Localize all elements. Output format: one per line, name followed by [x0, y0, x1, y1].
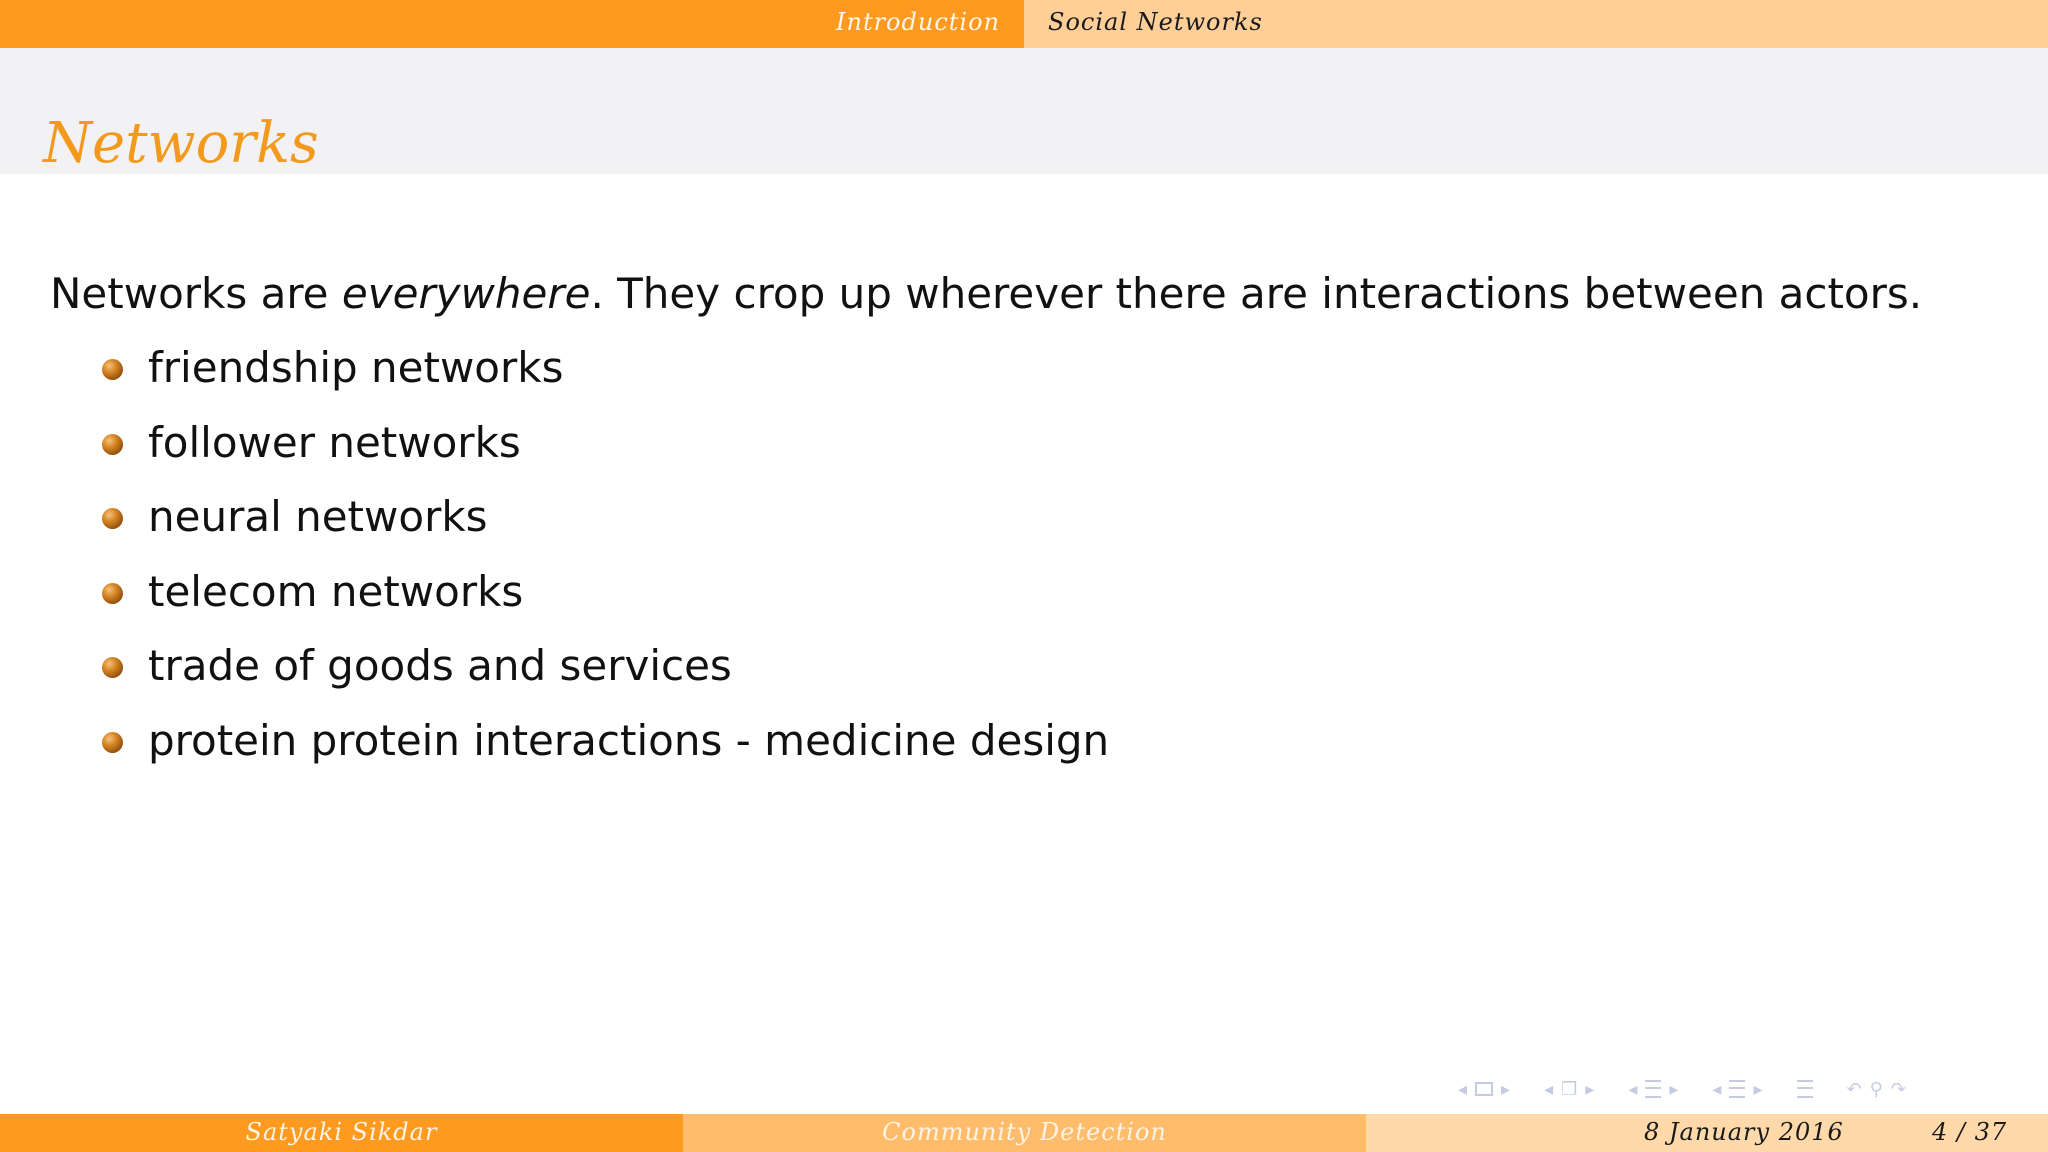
- prev-frame-arrow-icon[interactable]: ◂: [1458, 1078, 1468, 1100]
- bullet-ball-icon: [102, 434, 123, 455]
- forward-icon[interactable]: ↷: [1890, 1078, 1906, 1100]
- list-item-text: protein protein interactions - medicine design: [148, 715, 1110, 765]
- prev-section-arrow-icon[interactable]: ◂: [1628, 1078, 1638, 1100]
- list-item-text: neural networks: [148, 492, 488, 542]
- bullet-ball-icon: [102, 508, 123, 529]
- toc-icon[interactable]: [1797, 1080, 1813, 1098]
- bullet-ball-icon: [102, 732, 123, 753]
- next-section-arrow-icon[interactable]: ▸: [1669, 1078, 1679, 1100]
- nav-section-introduction[interactable]: Introduction: [836, 8, 1000, 36]
- footer-author: Satyaki Sikdar: [245, 1118, 438, 1146]
- list-item-text: follower networks: [148, 417, 521, 467]
- bullet-ball-icon: [102, 359, 123, 380]
- footer-talk-title: Community Detection: [882, 1118, 1167, 1146]
- next-doc-arrow-icon[interactable]: ▸: [1753, 1078, 1763, 1100]
- list-item-text: telecom networks: [148, 566, 524, 616]
- top-navigation-bar: [0, 0, 2048, 48]
- intro-sentence: [50, 266, 1922, 322]
- search-icon[interactable]: ⚲: [1869, 1078, 1883, 1100]
- nav-section-social-networks[interactable]: Social Networks: [1048, 8, 1263, 36]
- frame-title: Networks: [43, 110, 319, 176]
- footer-page-number: 4 / 37: [1932, 1118, 2008, 1146]
- intro-text-start: Networks are: [50, 269, 342, 318]
- prev-doc-arrow-icon[interactable]: ◂: [1712, 1078, 1722, 1100]
- beamer-navigation-symbols: [1458, 1076, 1914, 1102]
- frame-box-icon[interactable]: [1475, 1082, 1493, 1096]
- next-subsection-arrow-icon[interactable]: ▸: [1585, 1078, 1595, 1100]
- intro-emphasis: everywhere: [341, 269, 591, 318]
- bullet-ball-icon: [102, 583, 123, 604]
- section-icon[interactable]: [1645, 1080, 1661, 1098]
- intro-text-end: . They crop up wherever there are interactions between actors.: [590, 269, 1923, 318]
- footer-bar: [0, 1114, 2048, 1152]
- subsection-icon[interactable]: ❐: [1561, 1078, 1578, 1100]
- next-frame-arrow-icon[interactable]: ▸: [1501, 1078, 1511, 1100]
- list-item-text: friendship networks: [148, 343, 564, 392]
- doc-icon[interactable]: [1729, 1080, 1745, 1098]
- prev-subsection-arrow-icon[interactable]: ◂: [1544, 1078, 1554, 1100]
- bullet-ball-icon: [102, 657, 123, 678]
- list-item-text: trade of goods and services: [148, 641, 732, 691]
- back-icon[interactable]: ↶: [1846, 1078, 1862, 1100]
- footer-date: 8 January 2016: [1644, 1118, 1844, 1146]
